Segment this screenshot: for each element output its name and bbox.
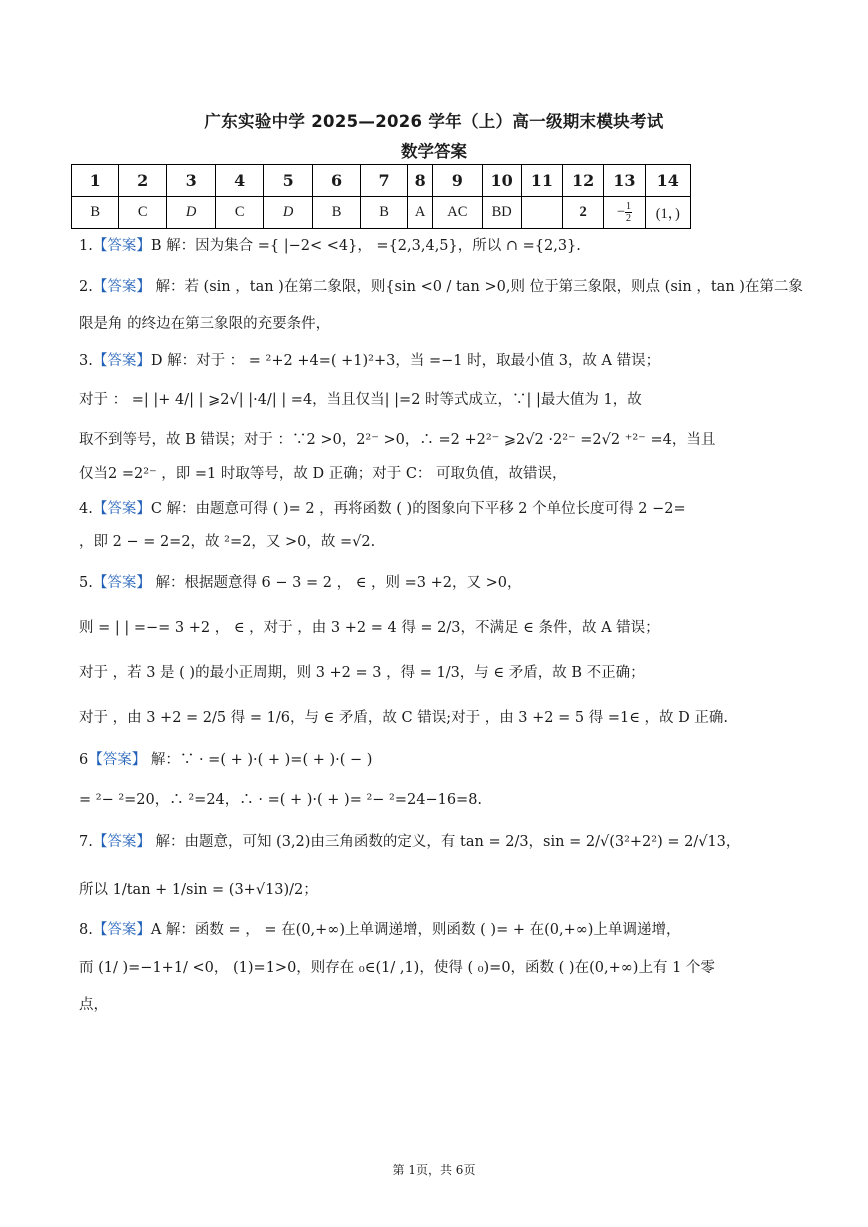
question-number: 5 xyxy=(263,165,313,197)
solution-line: 6【答案】 解：∵ · =( + )·( + )=( + )·( − ) xyxy=(79,752,373,768)
solution-line: 而 (1/ )=−1+1/ <0， (1)=1>0，则存在 ₀∈(1/ ,1)，使得 ( ₀)=0，函数 ( )在(0,+∞)上有 1 个零 xyxy=(79,960,715,976)
answer-cell: 2 xyxy=(563,197,604,229)
question-number: 3 xyxy=(166,165,216,197)
solution-line: 取不到等号，故 B 错误；对于 ：∵2 >0，2²⁻ >0，∴ =2 +2²⁻ ⩾2√2 ·2²⁻ =2√2 ⁺²⁻ =4，当且 xyxy=(79,432,716,448)
solution-line: 对于 ，由 3 +2 = 2/5 得 = 1/6，与 ∈ 矛盾，故 C 错误;对于 ，由 3 +2 = 5 得 =1∈ ，故 D 正确. xyxy=(79,710,729,726)
question-number: 14 xyxy=(645,165,690,197)
answer-row xyxy=(72,197,691,229)
page-footer: 第 1页，共 6页 xyxy=(392,1163,476,1177)
solution-line: 8.【答案】A 解：函数 = ， = 在(0,+∞)上单调递增，则函数 ( )= + 在(0,+∞)上单调递增， xyxy=(79,922,681,938)
answer-cell: AC xyxy=(433,197,483,229)
question-number: 9 xyxy=(433,165,483,197)
question-number: 13 xyxy=(604,165,645,197)
question-number: 10 xyxy=(482,165,521,197)
solution-line: 对于 ，若 3 是 ( )的最小正周期，则 3 +2 = 3 ，得 = 1/3，与 ∈ 矛盾，故 B 不正确； xyxy=(79,665,645,681)
solution-line: 所以 1/tan + 1/sin = (3+√13)/2； xyxy=(79,882,318,898)
answer-cell: BD xyxy=(482,197,521,229)
answer-cell: D xyxy=(263,197,313,229)
answer-table xyxy=(71,164,691,229)
answer-cell: (1，) xyxy=(645,197,690,229)
solution-line: 5.【答案】 解：根据题意得 6 − 3 = 2 ， ∈ ，则 =3 +2，又 >0， xyxy=(79,575,522,591)
solution-line: 仅当2 =2²⁻ ，即 =1 时取等号，故 D 正确；对于 C： 可取负值，故错误， xyxy=(79,466,567,482)
solution-line: 点， xyxy=(79,997,108,1013)
solution-line: 3.【答案】D 解：对于 ： = ²+2 +4=( +1)²+3，当 =−1 时，取最小值 3，故 A 错误； xyxy=(79,353,661,369)
question-number: 12 xyxy=(563,165,604,197)
question-number: 6 xyxy=(313,165,360,197)
solution-line: 则 = | | =−= 3 +2 ， ∈ ，对于 ，由 3 +2 = 4 得 = 2/3，不满足 ∈ 条件，故 A 错误； xyxy=(79,620,660,636)
question-number: 4 xyxy=(216,165,263,197)
question-number: 8 xyxy=(408,165,433,197)
answer-cell xyxy=(521,197,562,229)
q13-sign: − xyxy=(616,203,626,220)
answer-subtitle: 数学答案 xyxy=(401,142,467,161)
question-number: 1 xyxy=(72,165,119,197)
answer-cell-q13 xyxy=(604,197,645,229)
answer-cell: D xyxy=(166,197,216,229)
question-number-row xyxy=(72,165,691,197)
answer-cell: B xyxy=(360,197,407,229)
question-number: 2 xyxy=(119,165,166,197)
solution-line: ，即 2 − = 2=2，故 ²=2，又 >0，故 =√2. xyxy=(79,534,376,550)
solution-line: 对于 ： =| |+ 4/| | ⩾2√| |·4/| | =4，当且仅当| |=2 时等式成立，∵| |最大值为 1，故 xyxy=(79,392,642,408)
solution-line: 1.【答案】B 解：因为集合 ={ |−2< <4}， ={2,3,4,5}，所以 ∩ ={2,3}. xyxy=(79,238,581,254)
solution-line: 7.【答案】 解：由题意，可知 (3,2)由三角函数的定义，有 tan = 2/3，sin = 2/√(3²+2²) = 2/√13， xyxy=(79,834,741,850)
answer-cell: A xyxy=(408,197,433,229)
answer-cell: C xyxy=(119,197,166,229)
solution-line: 限是角 的终边在第三象限的充要条件， xyxy=(79,316,331,332)
question-number: 11 xyxy=(521,165,562,197)
q13-fraction xyxy=(625,201,632,224)
q13-denominator: 2 xyxy=(626,213,632,224)
exam-title: 广东实验中学 2025—2026 学年（上）高一级期末模块考试 xyxy=(204,112,664,131)
q13-numerator: 1 xyxy=(626,201,632,212)
solution-line: 4.【答案】C 解：由题意可得 ( )= 2 ，再将函数 ( )的图象向下平移 2 个单位长度可得 2 −2= xyxy=(79,501,686,517)
solution-line: 2.【答案】 解：若 (sin ，tan )在第二象限，则{sin <0 / tan >0,则 位于第三象限，则点 (sin ，tan )在第二象 xyxy=(79,279,803,295)
answer-cell: C xyxy=(216,197,263,229)
answer-cell: B xyxy=(72,197,119,229)
answer-cell: B xyxy=(313,197,360,229)
solution-line: = ²− ²=20，∴ ²=24，∴ · =( + )·( + )= ²− ²=24−16=8. xyxy=(79,792,483,808)
question-number: 7 xyxy=(360,165,407,197)
